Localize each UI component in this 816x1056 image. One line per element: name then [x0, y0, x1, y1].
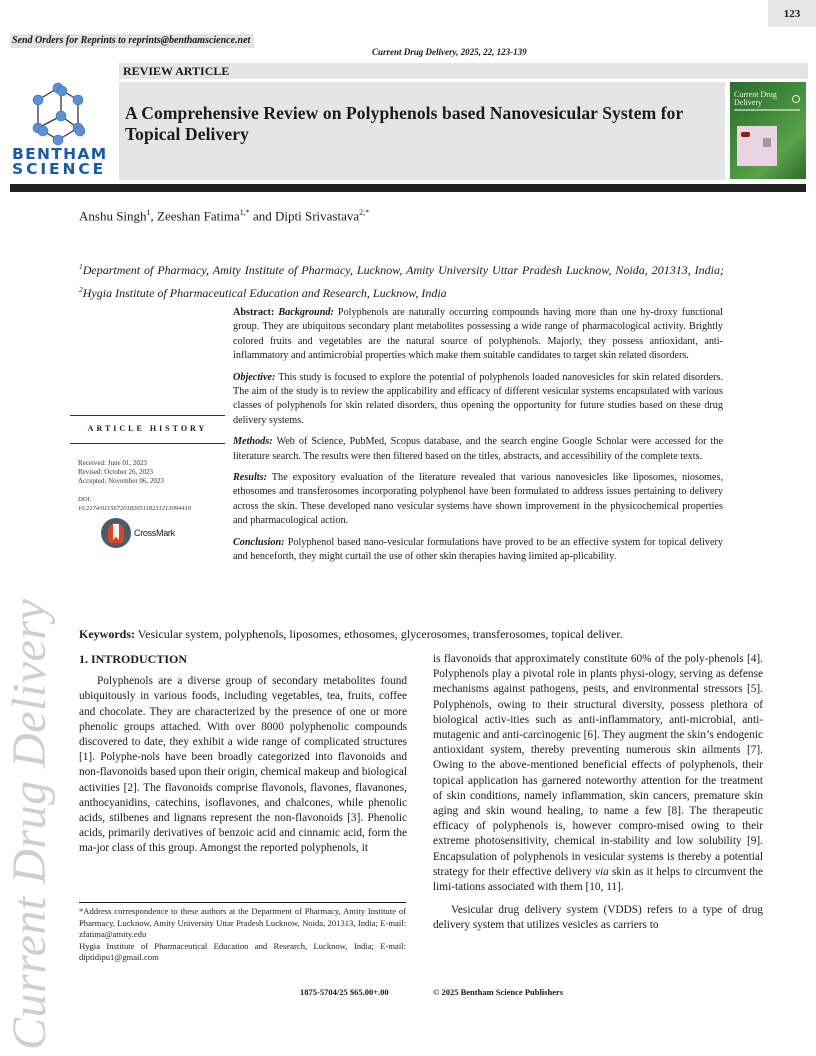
abstract-background: Abstract: Background: Polyphenols are naturally occurring compounds having more than one hy-droxy functional group. They are ubiquitous secondary plant metabolites possessing a wide range of pharmacological activity. Brightly colored fruits and vegetables are the natural source of polyphenols. Majorly, they possess antioxidant, anti-inflammatory and antimicrobial properties which make them suitable candidates to target skin related disorders. — [233, 307, 724, 362]
bentham-science-logo — [10, 82, 114, 180]
title-box — [119, 82, 725, 180]
cover-subtitle-line — [734, 109, 800, 111]
accepted-date: Accepted: November 06, 2023 — [78, 477, 164, 485]
article-history-heading: ARTICLE HISTORY — [87, 424, 208, 433]
journal-name: Current Drug Delivery — [372, 47, 457, 57]
logo-wordmark: BENTHAM SCIENCE — [12, 145, 108, 178]
cover-title: Current Drug Delivery — [734, 90, 777, 107]
journal-cover-image[interactable] — [730, 82, 806, 179]
author-name[interactable]: Dipti Srivastava — [275, 208, 360, 224]
article-history-dates — [78, 459, 164, 486]
author-name[interactable]: Anshu Singh — [79, 208, 147, 224]
article-title: A Comprehensive Review on Polyphenols based Nanovesicular System for Topical Delivery — [125, 103, 684, 144]
abstract — [233, 306, 723, 572]
keywords-list: Vesicular system, polyphenols, liposomes, ethosomes, glycerosomes, transferosomes, topical deliver. — [135, 627, 623, 641]
keywords-label: Keywords: — [79, 627, 135, 641]
page-number: 123 — [768, 0, 816, 27]
article-type-bar: REVIEW ARTICLE — [119, 63, 808, 79]
copyright-notice: © 2025 Bentham Science Publishers — [433, 987, 564, 997]
doi-block — [78, 495, 191, 513]
cover-illustration — [737, 126, 777, 166]
crossmark-icon — [101, 518, 131, 548]
keywords — [79, 627, 623, 642]
crossmark-label: CrossMark — [134, 528, 175, 538]
issn-price: 1875-5704/25 $65.00+.00 — [300, 987, 389, 997]
vdds-paragraph: Vesicular drug delivery system (VDDS) refers to a type of drug delivery system that utilizes vesicles as carriers to — [433, 904, 763, 932]
journal-volume: 22, — [483, 47, 495, 57]
body-column-left — [79, 652, 407, 857]
affiliations: $^1$Department of Pharmacy, Amity Institute of Pharmacy, Lucknow, Amity University Uttar Pradesh Lucknow, Noida, 201313, India; $^2$Hygia Institute of Pharmaceutical Education and Research, Lucknow, India — [79, 262, 724, 300]
abstract-conclusion: Conclusion: Polyphenol based nano-vesicular formulations have proved to be an effective system for topical delivery and henceforth, they might curtail the use of other skin therapies having limited ap-plicability. — [233, 536, 723, 563]
history-rule-bottom — [70, 443, 225, 444]
reprints-notice: Send Orders for Reprints to reprints@benthamscience.net — [10, 34, 254, 48]
journal-pages: 123-139 — [496, 47, 527, 57]
affiliation-1: Department of Pharmacy, Amity Institute of Pharmacy, Lucknow, Amity University Uttar Pradesh Lucknow, Noida, 201313, India; — [82, 263, 724, 277]
header-divider — [10, 184, 806, 192]
intro-paragraph-continued: is flavonoids that approximately constitute 60% of the poly-phenols [4]. Polyphenols play a pivotal role in plants physi-ology, serving as defense mechanisms against pathogens, pests, and environmental stressors [5]. Polyphenols, owing to their structural diversity, possess plethora of biological activ-ities such as anti-inflammatory, anti-microbial, anti-mutagenic and anti-carcinogenic [6]. They augment the skin’s endogenic antioxidant system, thereby preventing numerous skin ailments [7]. Owing to the above-mentioned beneficial effects of polyphenols, their topical application has garnered noteworthy attention for the treatment of skin conditions, namely inflammation, skin cancers, premature skin aging and skin wound healing, to name a few [8]. The therapeutic efficacy of polyphenols is, however compro-mised owing to their extreme photosensitivity, chemical in-stability and low solubility [9]. Encapsulation of polyphenols in vesicular systems is thereby a potential strategy for their effective delivery via skin as it helps to circumvent the limi-tations associated with them [10, 11]. — [433, 653, 763, 894]
author-list: Anshu Singh$^1$, Zeeshan Fatima$^{1,*}$ and Dipti Srivastava$^{2,*}$ — [79, 208, 370, 224]
crossmark-button[interactable] — [101, 518, 175, 548]
revised-date: Revised: October 26, 2023 — [78, 468, 154, 476]
doi-link[interactable]: 10.2174/0115672018265118231213094410 — [78, 505, 191, 512]
author-name[interactable]: Zeeshan Fatima — [157, 208, 240, 224]
received-date: Received: June 01, 2023 — [78, 459, 147, 467]
intro-paragraph: Polyphenols are a diverse group of secondary metabolites found ubiquitously in various foods, including vegetables, tea, fruits, coffee and chocolate. They are characterized by the presence of one or more phenolic groups attached. With over 8000 polyphenolic compounds discovered to date, they exhibit a wide range of complicated structures [1]. Polyphe-nols have been broadly categorized into flavonoids and non-flavonoids based upon their origin, chemical makeup and biological activities [2]. The flavonoids comprise flavonols, flavones, flavanones, anthocyanidins, catechins, isoflavones, and chalcones, while phenolic acids, stilbenes and lignans represent the non-flavonoids [3]. Phenolic acids, primarily derivatives of benzoic acid and cinnamic acid, form the ma-jor class of this group. Amongst the reported polyphenols, it — [79, 675, 407, 855]
body-column-right — [433, 652, 763, 934]
molecule-icon — [30, 82, 110, 146]
affiliation-2: Hygia Institute of Pharmaceutical Education and Research, Lucknow, India — [82, 286, 447, 300]
abstract-results: Results: The expository evaluation of the literature revealed that various nanovesicles like liposomes, niosomes, ethosomes and transferosomes incorporating polyphenol have been formulated to address issues pertaining to delivery across the skin. These developed nano vesicular systems have shown improvement in the physicochemical properties and pharmacological action. — [233, 472, 723, 527]
abstract-objective: Objective: This study is focused to explore the potential of polyphenols loaded nanovesicles for skin related disorders. The aim of the study is to review the applicability and efficacy of different vesicular systems encapsulated with various classes of polyphenols for skin related disorders, thus opening the opportunity for future studies based on these drug delivery systems. — [233, 371, 723, 426]
history-rule-top — [70, 415, 225, 416]
journal-year: 2025, — [460, 47, 481, 57]
abstract-methods: Methods: Web of Science, PubMed, Scopus database, and the search engine Google Scholar were accessed for the literature search. The results were then filtered based on the titles, abstracts, and accessibility of the complete texts. — [233, 436, 723, 462]
footnote-divider — [79, 902, 406, 903]
doi-label: DOI: — [78, 496, 92, 503]
correspondence-footnote: *Address correspondence to these authors at the Department of Pharmacy, Amity Institute of Pharmacy, Lucknow, Amity University Uttar Pradesh Lucknow, Noida, 201313, India; E-mail: zfatima@amity.edu Hygia Institute of Pharmaceutical Education and Research, Lucknow, India; E-mail: diptidipu1@gmail.com — [79, 906, 406, 963]
cover-badge-icon — [792, 95, 800, 103]
journal-watermark: Current Drug Delivery — [3, 598, 56, 1050]
section-heading: 1. INTRODUCTION — [79, 652, 188, 666]
journal-citation: Current Drug Delivery, 2025, 22, 123-139 — [372, 47, 527, 57]
